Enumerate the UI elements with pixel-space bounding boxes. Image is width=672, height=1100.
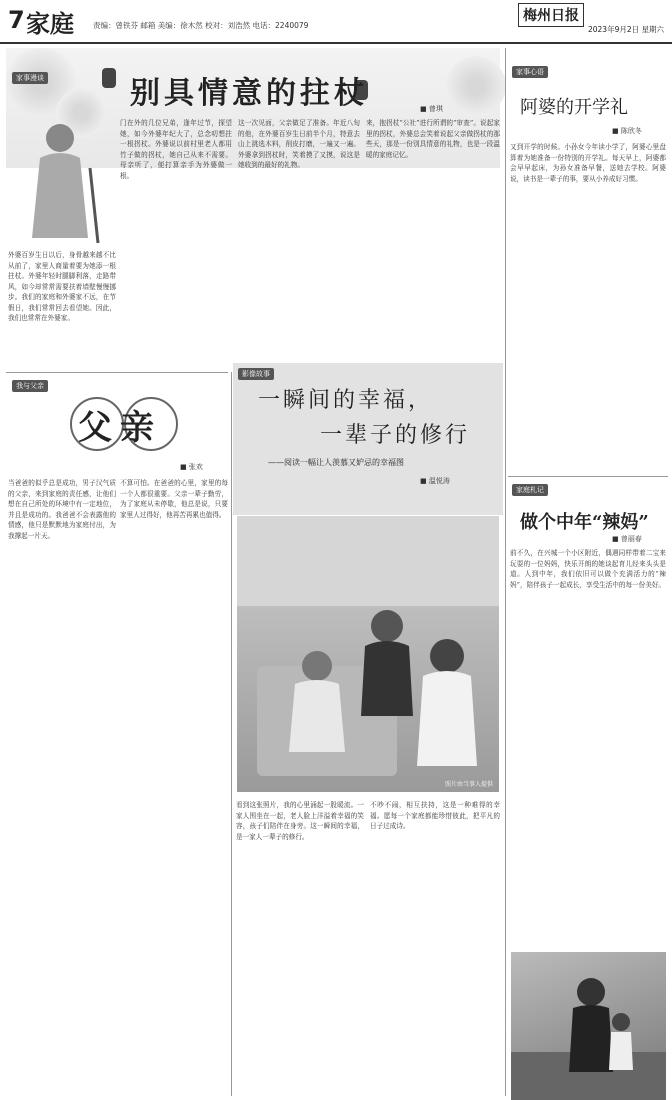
right2-author-name: 曾丽春 bbox=[620, 535, 642, 543]
article1-title: 别具情意的拄杖 bbox=[130, 76, 368, 111]
right1-author-name: 陈欣冬 bbox=[620, 127, 642, 135]
issue-date: 2023年9月2日 星期六 bbox=[587, 25, 664, 34]
section-name: 家庭 bbox=[26, 10, 74, 38]
article1-badge: 家事漫谈 bbox=[12, 72, 48, 84]
divider bbox=[6, 372, 228, 373]
mother-child-illustration bbox=[511, 952, 666, 1100]
page-number: 7 bbox=[8, 6, 25, 34]
article3-author: ■ 温悦涛 bbox=[420, 477, 450, 485]
article2-title: 父亲 bbox=[78, 408, 162, 448]
article3-title-line2: 一辈子的修行 bbox=[320, 423, 471, 448]
right2-author: ■ 曾丽春 bbox=[612, 535, 642, 543]
article1-column-1: 外婆百岁生日以后，身骨越来越不比从前了，家里人商量着要为她添一根拄杖。外婆年轻时腿脚利落，走路带风，如今却常常需要扶着墙壁慢慢挪步。我们的家庭和外婆家不远，在节假日，我们常常回去看望她。因此，我们也常常在外婆家。 bbox=[8, 251, 116, 322]
article3-column-2: 不吵不闹，相互扶持，这是一种难得的幸福。愿每一个家庭都能珍惜彼此，把平凡的日子过成诗。 bbox=[370, 801, 500, 830]
article3-column-1: 看到这张照片，我的心里涌起一股暖流。一家人围坐在一起，老人脸上洋溢着幸福的笑容，孩子们陪伴在身旁。这一瞬间的幸福，是一家人一辈子的修行。 bbox=[236, 801, 364, 841]
flower-decoration bbox=[446, 56, 506, 116]
article1-author-name: 曾琪 bbox=[428, 105, 443, 113]
newspaper-logo: 梅州日报 bbox=[518, 3, 584, 27]
masthead bbox=[0, 0, 672, 44]
article2-author-name: 张欢 bbox=[188, 463, 203, 471]
article3-badge: 影像故事 bbox=[238, 368, 274, 380]
article1-author: ■ 曾琪 bbox=[420, 105, 443, 113]
right1-author: ■ 陈欣冬 bbox=[612, 127, 642, 135]
article3-title-line1: 一瞬间的幸福， bbox=[258, 388, 434, 413]
mother-child-photo bbox=[511, 952, 666, 1100]
article2-badge: 我与父亲 bbox=[12, 380, 48, 392]
family-photo bbox=[237, 516, 499, 792]
lantern-icon bbox=[102, 68, 116, 88]
article3-subtitle: ——阅读一幅让人羡慕又妒忌的幸福图 bbox=[268, 458, 404, 467]
article1-column-3: 这一次见面，父亲做足了准备。年近八旬的他，在外婆百岁生日前半个月，特意去山上挑选木料，削皮打磨，一遍又一遍。外婆拿到拐杖时，笑着摸了又摸，说这是她收到的最好的礼物。 bbox=[238, 119, 360, 169]
right2-body: 前不久，在兴城一个小区附近，偶遇同样带着二宝来玩耍的一位妈妈，快乐开朗的她谈起育儿经来头头是道。人到中年，我们依旧可以做个充满活力的“辣妈”，陪伴孩子一起成长，享受生活中的每一份美好。 bbox=[510, 549, 666, 589]
article2-author: ■ 张欢 bbox=[180, 463, 203, 471]
article1-column-4: 来，抱拐杖“公社”进行所谓的“审查”。说起家里的拐杖，外婆总会笑着说起父亲做拐杖的那些天，那是一份别具情意的礼物，也是一段温暖的家庭记忆。 bbox=[366, 119, 500, 159]
family-photo-illustration bbox=[237, 516, 499, 792]
right1-body: 又到开学的时候。小孙女今年读小学了，阿婆心里盘算着为她准备一份特别的开学礼。每天早上，阿婆都会早早起床，为孙女准备早餐，送她去学校。阿婆说，读书是一辈子的事，要从小养成好习惯。 bbox=[510, 143, 666, 183]
article2-column-1: 当爸爸的似乎总是成功，男子汉气质的父亲，来到家庭的责任感，让他们想在自己所处的环境中有一定地位，并且是成功的。我爸爸不会表露他的情感，他只是默默地为家庭付出，为我撑起一片天。 bbox=[8, 479, 116, 540]
right1-badge: 家事心语 bbox=[512, 66, 548, 78]
grandmother-illustration bbox=[10, 118, 110, 248]
divider bbox=[505, 48, 506, 1096]
divider bbox=[231, 372, 232, 1096]
right1-title: 阿婆的开学礼 bbox=[520, 97, 628, 118]
right2-title: 做个中年“辣妈” bbox=[520, 512, 649, 533]
article2-column-2: 不算可怕。在爸爸的心里，家里的每一个人都很重要。父亲一辈子勤劳，为了家庭从未停歇，他总是说，只要家里人过得好，他再苦再累也值得。 bbox=[120, 479, 228, 519]
photo-caption: 照片由当事人提供 bbox=[444, 781, 493, 788]
article3-author-name: 温悦涛 bbox=[428, 477, 450, 485]
right2-badge: 家庭札记 bbox=[512, 484, 548, 496]
editor-credits: 责编：曾铁芬 邮箱 美编：徐木然 校对：刘浩然 电话：2240079 bbox=[93, 21, 309, 30]
article1-column-2: 门在外的几位兄弟，逢年过节，探望她，如今外婆年纪大了，总念叨想拄一根拐杖。外婆说以前村里老人都用竹子做的拐杖，她自己从来不需要。母亲听了，便打算亲手为外婆做一根。 bbox=[120, 119, 232, 180]
divider bbox=[508, 476, 668, 477]
